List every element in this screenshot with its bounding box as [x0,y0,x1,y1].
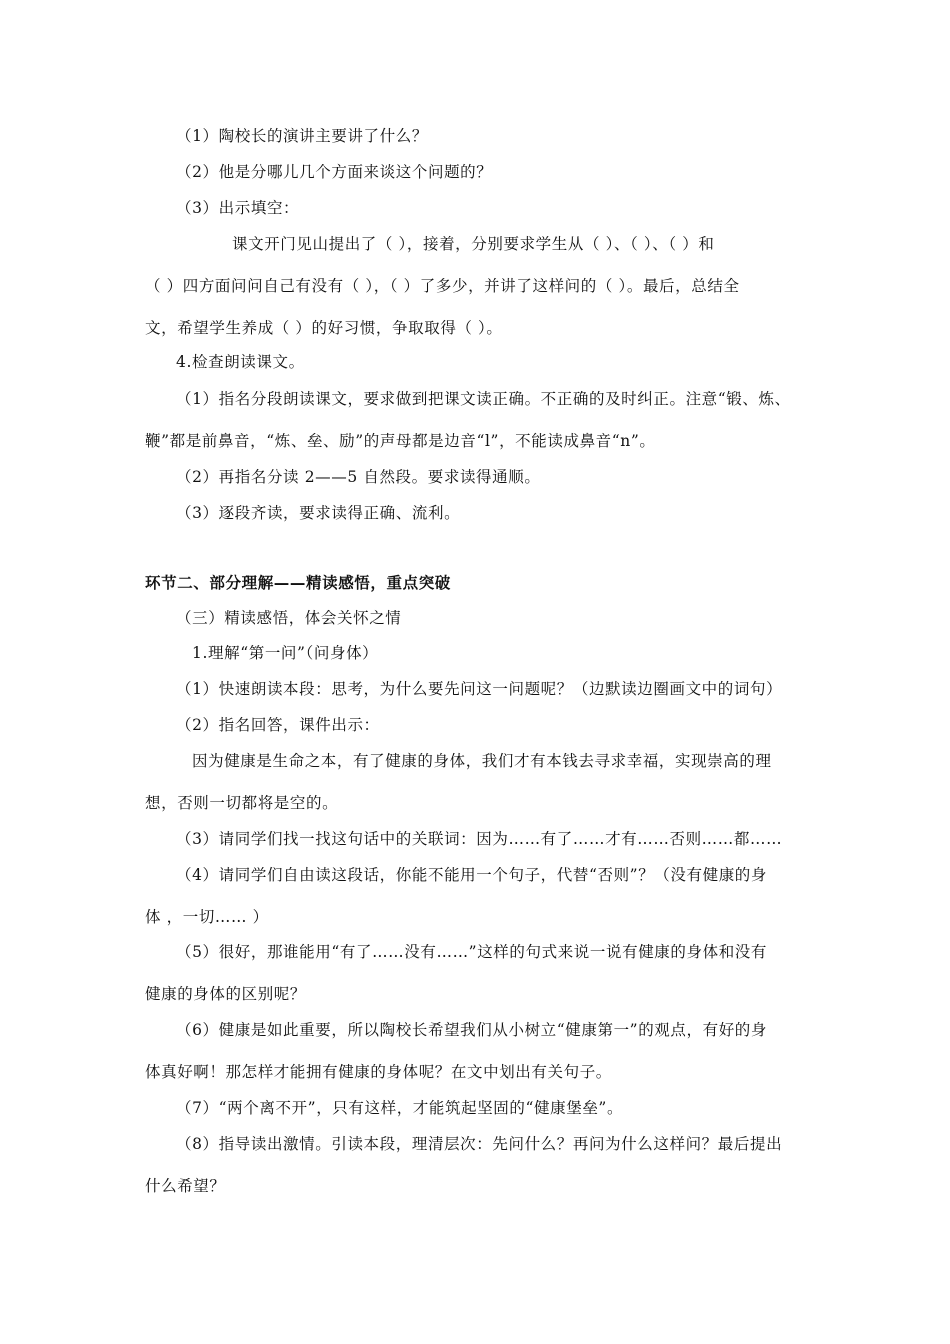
reading-3: （3）逐段齐读，要求读得正确、流利。 [176,504,461,522]
paragraph-6-line-1: （6）健康是如此重要，所以陶校长希望我们从小树立“健康第一”的观点，有好的身 [176,1021,768,1039]
fill-blank-line-1: 课文开门见山提出了（ ），接着，分别要求学生从（ ）、（ ）、（ ）和 [232,235,715,253]
item-1-title: 1.理解“第一问”（问身体） [192,644,379,662]
quote-line-1: 因为健康是生命之本，有了健康的身体，我们才有本钱去寻求幸福，实现崇高的理 [192,752,772,770]
paragraph-8-line-2: 什么希望？ [145,1177,226,1195]
fill-blank-line-2: （ ）四方面问问自己有没有（ ），（ ）了多少，并讲了这样问的（ ）。最后，总结全 [145,277,740,295]
question-2: （2）他是分哪儿几个方面来谈这个问题的？ [176,163,493,181]
paragraph-3: （3）请同学们找一找这句话中的关联词：因为……有了……才有……否则……都…… [176,830,783,848]
paragraph-2: （2）指名回答，课件出示： [176,716,380,734]
reading-2: （2）再指名分读 2——5 自然段。要求读得通顺。 [176,468,541,486]
section-heading: 环节二、部分理解——精读感悟，重点突破 [145,574,451,592]
paragraph-4-line-1: （4）请同学们自由读这段话，你能不能用一个句子，代替“否则”？（没有健康的身 [176,866,768,884]
paragraph-5-line-1: （5）很好，那谁能用“有了……没有……”这样的句式来说一说有健康的身体和没有 [176,943,768,961]
paragraph-6-line-2: 体真好啊！那怎样才能拥有健康的身体呢？在文中划出有关句子。 [145,1063,612,1081]
fill-blank-line-3: 文，希望学生养成（ ）的好习惯，争取取得（ ）。 [145,319,503,337]
step-4: 4.检查朗读课文。 [176,353,305,371]
paragraph-1: （1）快速朗读本段：思考，为什么要先问这一问题呢？（边默读边圈画文中的词句） [176,680,783,698]
question-1: （1）陶校长的演讲主要讲了什么？ [176,127,428,145]
question-3: （3）出示填空： [176,199,300,217]
paragraph-7: （7）“两个离不开”，只有这样，才能筑起坚固的“健康堡垒”。 [176,1099,624,1117]
subsection-title: （三）精读感悟，体会关怀之情 [176,609,402,627]
paragraph-8-line-1: （8）指导读出激情。引读本段，理清层次：先问什么？再问为什么这样问？最后提出 [176,1135,783,1153]
reading-1-line-1: （1）指名分段朗读课文，要求做到把课文读正确。不正确的及时纠正。注意“锻、炼、 [176,390,791,408]
reading-1-line-2: 鞭”都是前鼻音，“炼、垒、励”的声母都是边音“l”，不能读成鼻音“n”。 [145,432,656,450]
quote-line-2: 想，否则一切都将是空的。 [145,794,339,812]
paragraph-5-line-2: 健康的身体的区别呢？ [145,985,307,1003]
paragraph-4-line-2: 体 ，一切…… ） [145,908,269,926]
